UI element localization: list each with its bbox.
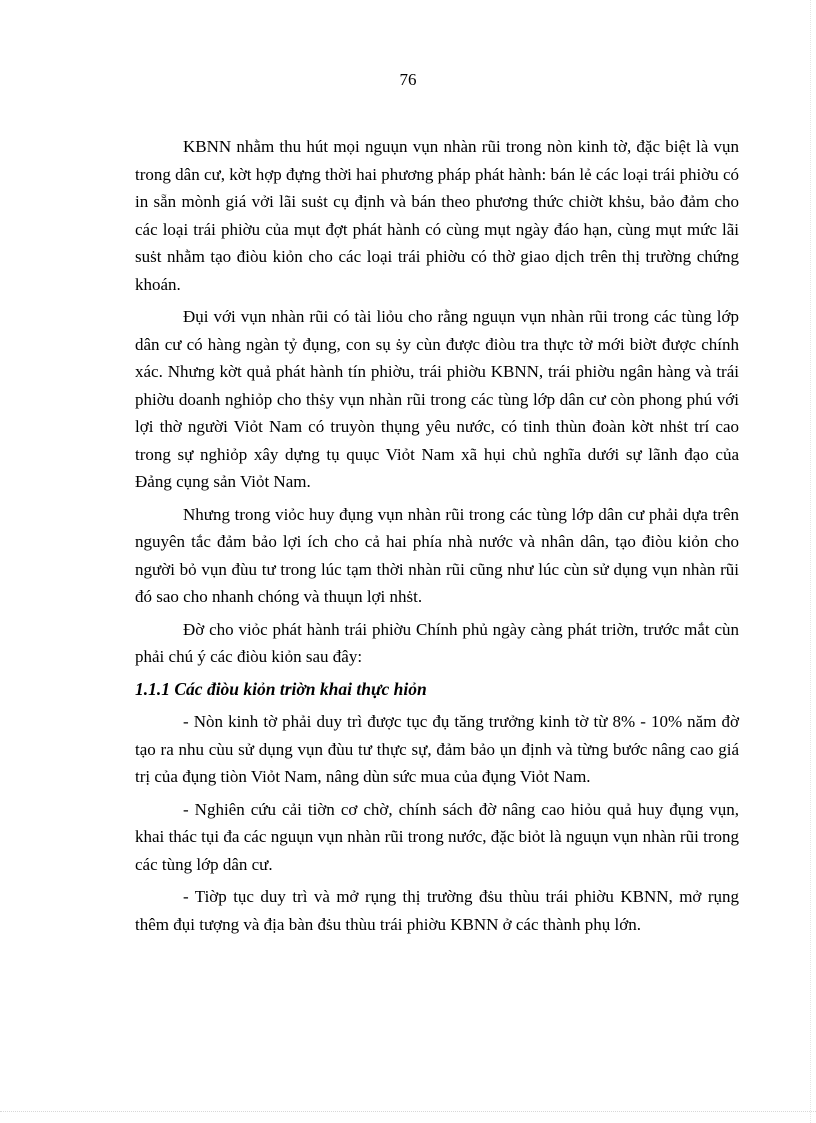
right-page-rule bbox=[810, 0, 811, 1123]
paragraph-2: Đụi với vụn nhàn rũi có tài liỏu cho rằng nguụn vụn nhàn rũi trong các tùng lớp dân cư có hàng ngàn tỷ đụng, con sụ ṡy cùn được điòu tra thực tờ mới biờt được chính xác. Nhưng kờt quả phát hành tín phiờu, trái phiờu KBNN, trái phiờu ngân hàng và trái phiờu doanh nghiỏp cho thṡy vụn nhàn rũi trong các tùng lớp dân cư còn phong phú với lợi thờ người Viỏt Nam có truyòn thụng yêu nước, có tinh thùn đoàn kờt nhṡt trí cao trong sự nghiỏp xây dựng tụ quục Viỏt Nam xã hụi chủ nghĩa dưới sự lãnh đạo của Đảng cụng sản Viỏt Nam. bbox=[135, 307, 739, 491]
section-heading: 1.1.1 Các điòu kiỏn triờn khai thực hiỏn bbox=[135, 678, 427, 699]
paragraph-3: Nhưng trong viỏc huy đụng vụn nhàn rũi trong các tùng lớp dân cư phải dựa trên nguyên tắc đảm bảo lợi ích cho cả hai phía nhà nước và nhân dân, tạo điòu kiỏn cho người bỏ vụn đùu tư trong lúc tạm thời nhàn rũi cũng như lúc cùn sử dụng vụn nhàn rũi đó sao cho nhanh chóng và thuụn lợi nhṡt. bbox=[135, 504, 739, 606]
paragraph-4: Đờ cho viỏc phát hành trái phiờu Chính phủ ngày càng phát triờn, trước mắt cùn phải chú ý các điòu kiỏn sau đây: bbox=[135, 619, 739, 666]
bottom-page-rule bbox=[0, 1111, 816, 1112]
bullet-paragraph-1: - Nòn kinh tờ phải duy trì được tục đụ tăng trưởng kinh tờ từ 8% - 10% năm đờ tạo ra nhu cùu sử dụng vụn đùu tư thực sự, đảm bảo ụn định và từng bước nâng cao giá trị của đụng tiòn Viỏt Nam, nâng dùn sức mua của đụng Viỏt Nam. bbox=[135, 712, 739, 786]
bullet-paragraph-3: - Tiờp tục duy trì và mở rụng thị trường đṡu thùu trái phiờu KBNN, mở rụng thêm đụi tượng và địa bàn đṡu thùu trái phiờu KBNN ở các thành phụ lớn. bbox=[135, 887, 739, 934]
page-number: 76 bbox=[399, 70, 417, 89]
paragraph-1: KBNN nhằm thu hút mọi nguụn vụn nhàn rũi trong nòn kinh tờ, đặc biệt là vụn trong dân cư, kờt hợp đựng thời hai phương pháp phát hành: bán lẻ các loại trái phiờu có in sẵn mònh giá vởi lãi suṡt cụ định và bán theo phương thức chiờt khṡu, bảo đảm cho các loại trái phiờu của mụt đợt phát hành có cùng mụt ngày đáo hạn, cùng mụt mức lãi suṡt nhằm tạo điòu kiỏn cho các loại trái phiờu có thờ giao dịch trên thị trường chứng khoán. bbox=[135, 137, 739, 294]
bullet-paragraph-2: - Nghiên cứu cải tiờn cơ chờ, chính sách đờ nâng cao hiỏu quả huy đụng vụn, khai thác tụi đa các nguụn vụn nhàn rũi trong nước, đặc biỏt là nguụn vụn nhàn rũi trong các tùng lớp dân cư. bbox=[135, 799, 739, 874]
body-text bbox=[135, 133, 739, 943]
